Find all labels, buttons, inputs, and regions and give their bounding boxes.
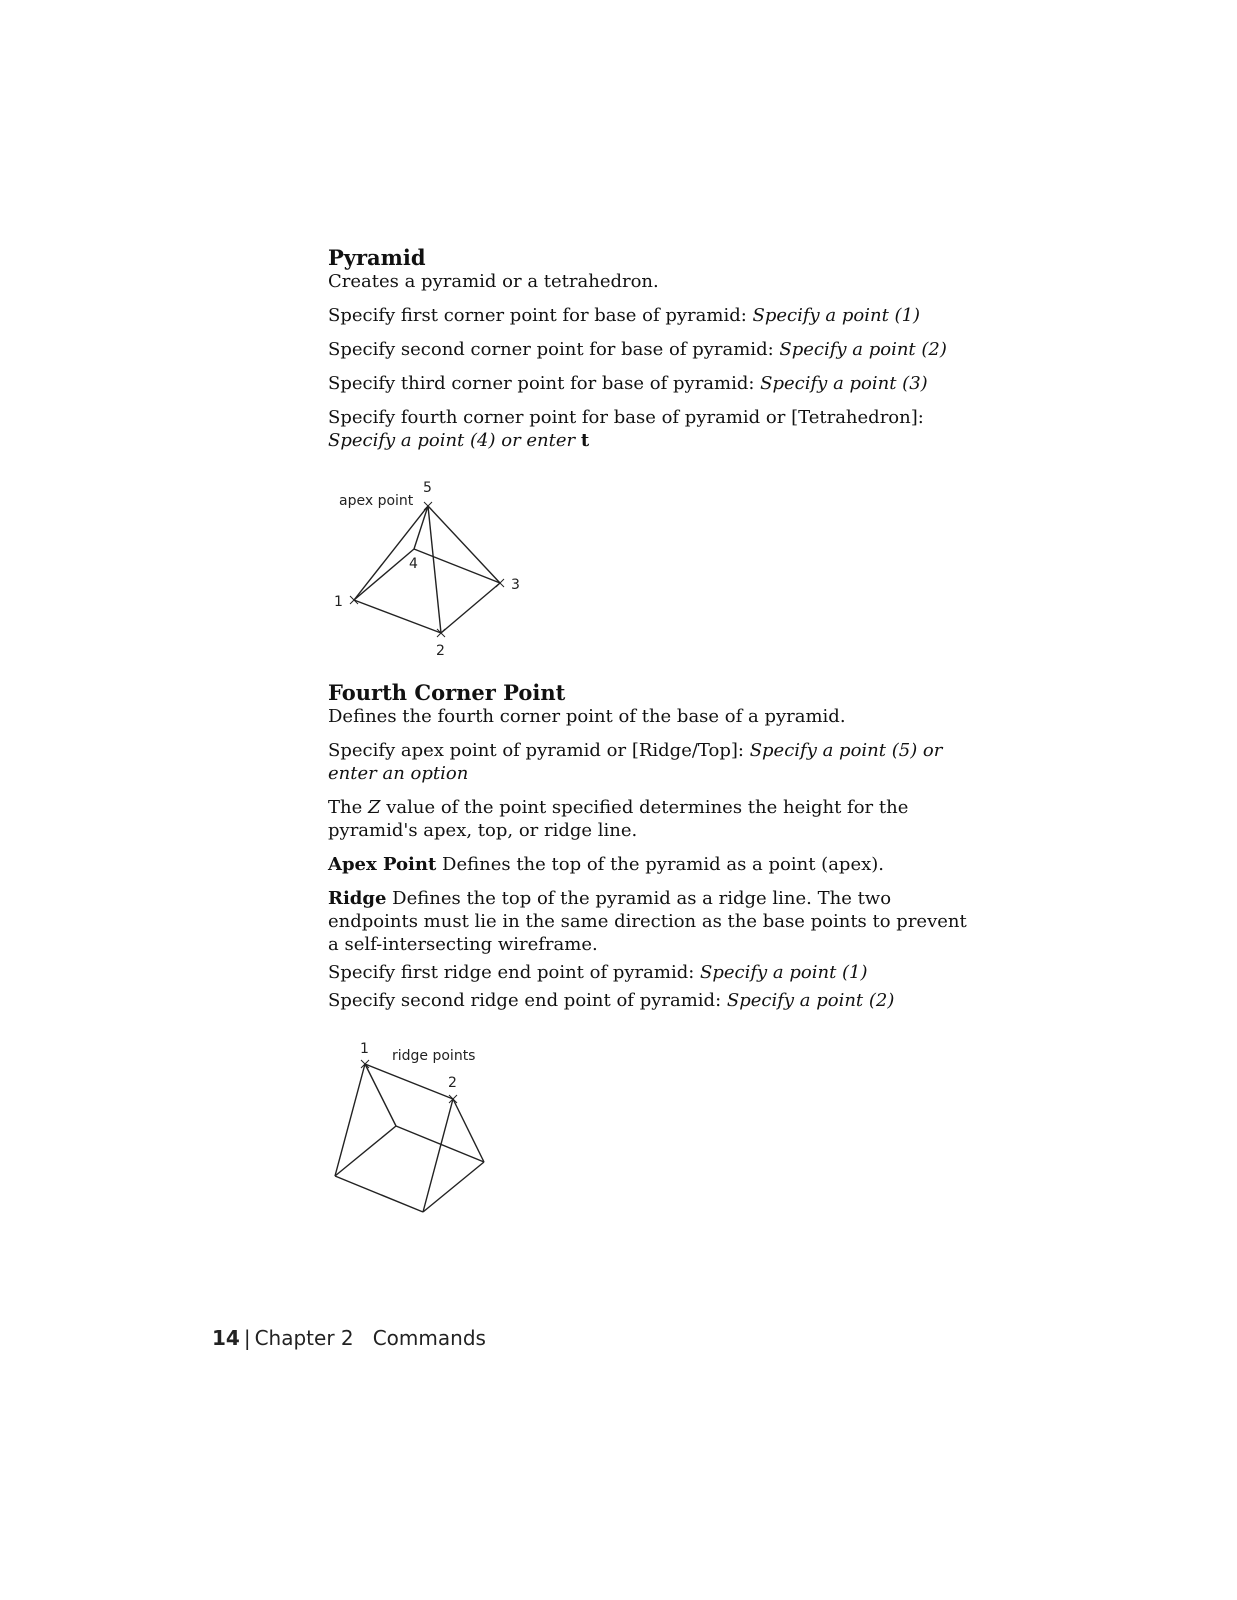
prompt-first-ridge: Specify first ridge end point of pyramid: Specify a point (1): [328, 962, 868, 983]
fourth-corner-section: [328, 681, 968, 1017]
prompt-fourth-corner: Specify fourth corner point for base of pyramid or [Tetrahedron]: Specify a point (4) or enter t: [328, 407, 924, 451]
pyramid-intro: Creates a pyramid or a tetrahedron.: [328, 271, 659, 292]
pyramid-apex-figure: [328, 476, 538, 661]
ridge-points-figure: [328, 1036, 508, 1221]
ridge-points-label: ridge points: [392, 1048, 476, 1064]
point-label-4: 4: [409, 556, 418, 572]
apex-point-label: apex point: [339, 493, 414, 509]
page-number: 14: [212, 1326, 240, 1350]
prompt-second-ridge: Specify second ridge end point of pyramid: Specify a point (2): [328, 990, 895, 1011]
fourth-corner-intro: Defines the fourth corner point of the base of a pyramid.: [328, 706, 846, 727]
point-label-1: 1: [334, 594, 343, 610]
ridge-option: Ridge Defines the top of the pyramid as a ridge line. The two endpoints must lie in the same direction as the base points to prevent a self-intersecting wireframe.: [328, 888, 967, 955]
section-heading-fourth-corner: Fourth Corner Point: [328, 680, 566, 705]
footer-separator: |: [243, 1326, 251, 1350]
point-label-3: 3: [511, 577, 520, 593]
z-value-note: The Z value of the point specified determines the height for the pyramid's apex, top, or ridge line.: [328, 797, 909, 841]
prompt-apex: Specify apex point of pyramid or [Ridge/Top]: Specify a point (5) or enter an option: [328, 740, 943, 784]
prompt-second-corner: Specify second corner point for base of pyramid: Specify a point (2): [328, 339, 947, 360]
pyramid-section: [328, 246, 968, 463]
chapter-title: Commands: [372, 1326, 486, 1350]
point-label-5: 5: [423, 480, 432, 496]
section-heading-pyramid: Pyramid: [328, 245, 426, 270]
page-footer: [212, 1326, 486, 1350]
chapter-label: Chapter 2: [254, 1326, 354, 1350]
prompt-first-corner: Specify first corner point for base of pyramid: Specify a point (1): [328, 305, 921, 326]
point-label-2: 2: [436, 643, 445, 659]
ridge-point-label-2: 2: [448, 1075, 457, 1091]
prompt-third-corner: Specify third corner point for base of pyramid: Specify a point (3): [328, 373, 928, 394]
apex-point-option: Apex Point Defines the top of the pyramid as a point (apex).: [328, 854, 884, 875]
ridge-point-label-1: 1: [360, 1041, 369, 1057]
